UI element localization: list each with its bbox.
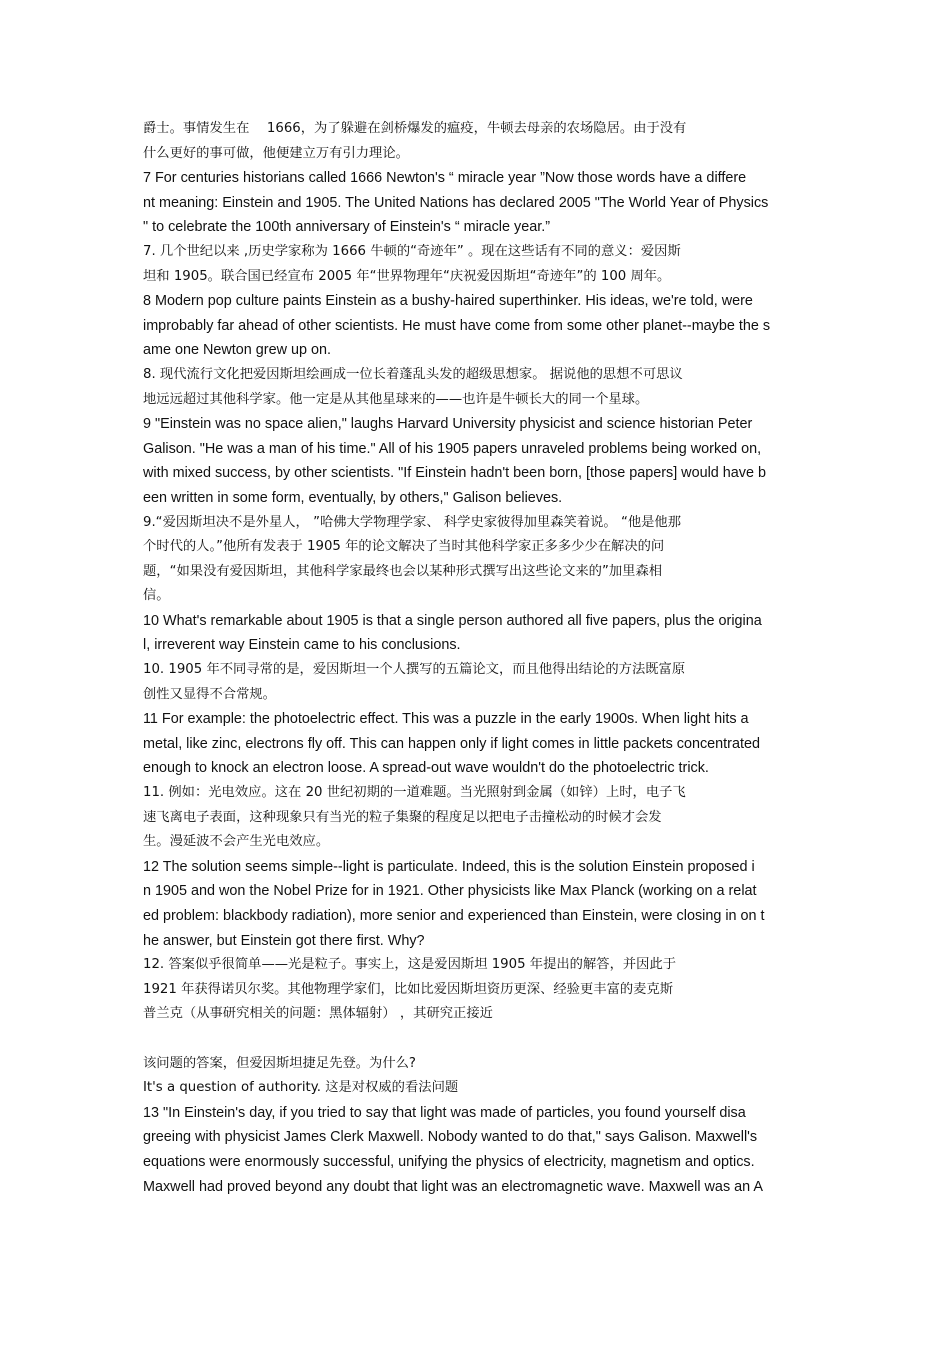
- blank-line: [143, 1027, 803, 1052]
- text-line: he answer, but Einstein got there first. Why?: [143, 932, 425, 949]
- text-line: greeing with physicist James Clerk Maxwell. Nobody wanted to do that," says Galison. Maxwell's: [143, 1129, 758, 1146]
- document-body: [143, 117, 803, 1199]
- text-line: 12. 答案似乎很简单——光是粒子。事实上，这是爱因斯坦 1905 年提出的解答，并因此于: [143, 957, 677, 973]
- text-line: 8. 现代流行文化把爱因斯坦绘画成一位长着蓬乱头发的超级思想家。 据说他的思想不可思议: [143, 366, 683, 382]
- text-line: 12 The solution seems simple--light is particulate. Indeed, this is the solution Einstein proposed i: [143, 858, 755, 875]
- text-line: equations were enormously successful, unifying the physics of electricity, magnetism and optics.: [143, 1153, 755, 1170]
- text-line: een written in some form, eventually, by others," Galison believes.: [143, 489, 563, 506]
- text-line: with mixed success, by other scientists. "If Einstein hadn't been born, [those papers] would have b: [143, 465, 766, 482]
- text-line: 7. 几个世纪以来 ,历史学家称为 1666 牛顿的“奇迹年” 。现在这些话有不同的意义：爱因斯: [143, 243, 681, 259]
- text-line: ed problem: blackbody radiation), more senior and experienced than Einstein, were closing in on t: [143, 908, 765, 924]
- text-line: 题，“如果没有爱因斯坦，其他科学家最终也会以某种形式撰写出这些论文来的”加里森相: [143, 563, 663, 579]
- text-line: nt meaning: Einstein and 1905. The United Nations has declared 2005 "The World Year of Physics: [143, 194, 769, 211]
- text-line: 地远远超过其他科学家。他一定是从其他星球来的——也许是牛顿长大的同一个星球。: [143, 391, 649, 407]
- text-line: 该问题的答案，但爱因斯坦捷足先登。为什么?: [143, 1055, 416, 1071]
- text-line: 11 For example: the photoelectric effect. This was a puzzle in the early 1900s. When light hits a: [143, 711, 749, 728]
- text-line: n 1905 and won the Nobel Prize for in 1921. Other physicists like Max Planck (working on a relat: [143, 883, 757, 900]
- text-line: 个时代的人。”他所有发表于 1905 年的论文解决了当时其他科学家正多多少少在解决的问: [143, 539, 665, 555]
- text-line: 10. 1905 年不同寻常的是，爱因斯坦一个人撰写的五篇论文，而且他得出结论的方法既富原: [143, 662, 686, 678]
- text-line: metal, like zinc, electrons fly off. This can happen only if light comes in little packets concentrated: [143, 735, 760, 752]
- text-line: 7 For centuries historians called 1666 Newton's “ miracle year ”Now those words have a differe: [143, 170, 747, 187]
- text-line: " to celebrate the 100th anniversary of Einstein's “ miracle year.”: [143, 219, 550, 236]
- text-line: 生。漫延波不会产生光电效应。: [143, 834, 330, 850]
- text-line: 11. 例如：光电效应。这在 20 世纪初期的一道难题。当光照射到金属（如锌）上时，电子飞: [143, 785, 686, 801]
- text-line: ame one Newton grew up on.: [143, 342, 331, 359]
- text-line: 坦和 1905。联合国已经宣布 2005 年“世界物理年“庆祝爱因斯坦“奇迹年”的 100 周年。: [143, 268, 671, 284]
- text-line: 爵士。事情发生在 1666，为了躲避在剑桥爆发的瘟疫，牛顿去母亲的农场隐居。由于没有: [143, 121, 687, 136]
- text-line: 什么更好的事可做，他便建立万有引力理论。: [143, 145, 409, 161]
- text-line: 创性又显得不合常规。: [143, 686, 276, 702]
- text-line: 8 Modern pop culture paints Einstein as a bushy-haired superthinker. His ideas, we're told, were: [143, 293, 753, 310]
- text-line: 9 "Einstein was no space alien," laughs Harvard University physicist and science historian Peter: [143, 416, 753, 433]
- text-line: It's a question of authority. 这是对权威的看法问题: [143, 1080, 459, 1096]
- text-line: 10 What's remarkable about 1905 is that a single person authored all five papers, plus the origina: [143, 612, 762, 629]
- text-line: 普兰克（从事研究相关的问题：黑体辐射） ，其研究正接近: [143, 1006, 493, 1022]
- text-line: Maxwell had proved beyond any doubt that light was an electromagnetic wave. Maxwell was an A: [143, 1178, 763, 1195]
- text-line: improbably far ahead of other scientists. He must have come from some other planet--maybe the s: [143, 317, 771, 334]
- text-line: 13 "In Einstein's day, if you tried to say that light was made of particles, you found yourself disa: [143, 1104, 746, 1121]
- text-line: 9.“爱因斯坦决不是外星人， ”哈佛大学物理学家、 科学史家彼得加里森笑着说。 “他是他那: [143, 514, 682, 530]
- text-line: 信。: [143, 588, 170, 604]
- text-line: enough to knock an electron loose. A spread-out wave wouldn't do the photoelectric trick.: [143, 760, 709, 777]
- text-line: 1921 年获得诺贝尔奖。其他物理学家们，比如比爱因斯坦资历更深、经验更丰富的麦克斯: [143, 981, 674, 997]
- text-line: 速飞离电子表面，这种现象只有当光的粒子集聚的程度足以把电子击撞松动的时候才会发: [143, 809, 662, 825]
- text-line: l, irreverent way Einstein came to his conclusions.: [143, 637, 461, 654]
- text-line: Galison. "He was a man of his time." All of his 1905 papers unraveled problems being worked on,: [143, 440, 762, 457]
